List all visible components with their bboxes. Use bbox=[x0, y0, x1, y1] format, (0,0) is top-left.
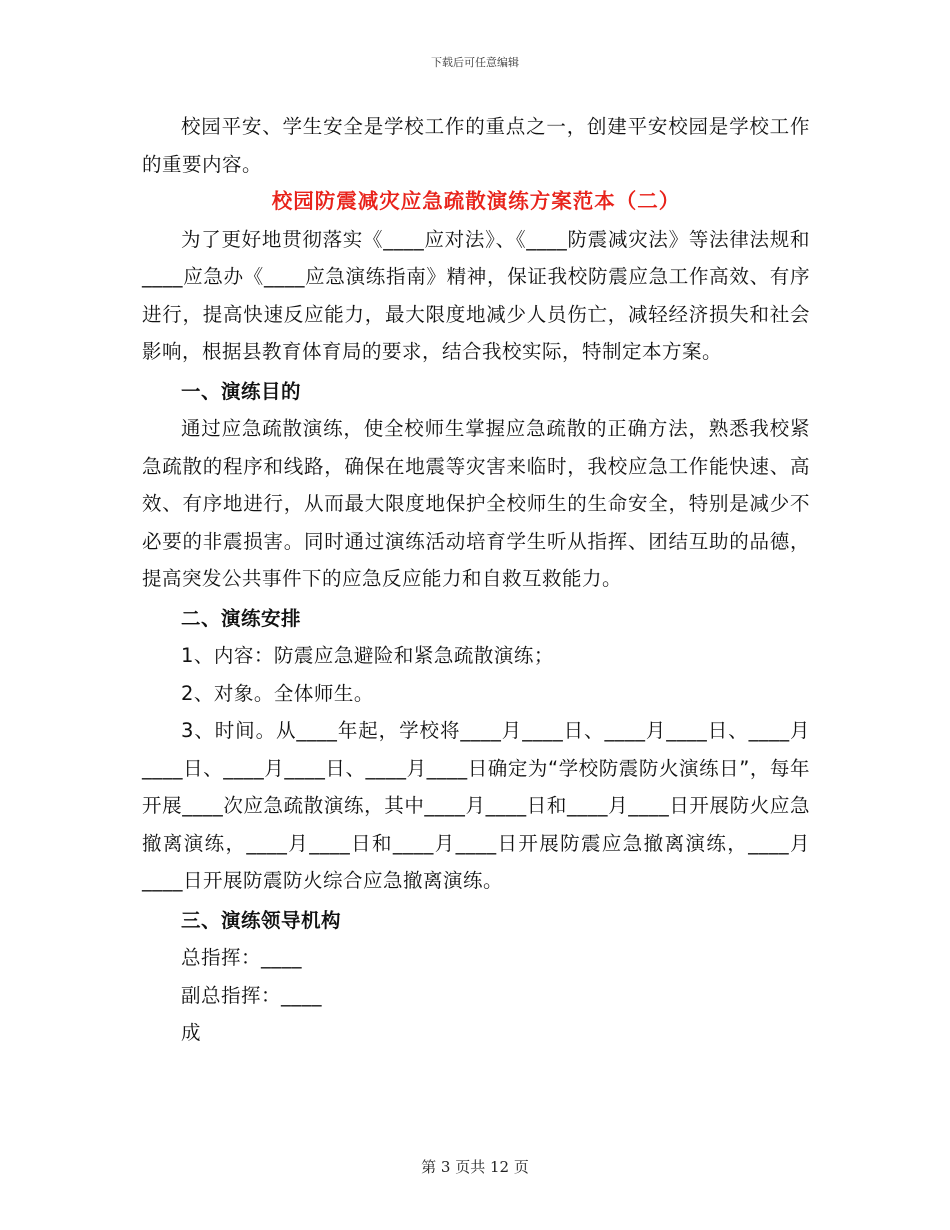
page-footer: 第 3 页共 12 页 bbox=[421, 1158, 529, 1176]
item-participants: 2、对象。全体师生。 bbox=[181, 681, 374, 705]
heading-drill-arrangement: 二、演练安排 bbox=[181, 606, 302, 630]
item-schedule: 3、时间。从____年起，学校将____月____日、____月____日、____月____日、____月____日、____月____日确定为“学校防震防火演练日”，每年开展____次应急疏散演练，其中____月____日和____月____日开展防火应急撤离演练，____月____日和____月____日开展防震应急撤离演练，____月____日开展防震防火综合应急撤离演练。 bbox=[142, 719, 810, 892]
line-members: 成 bbox=[181, 1021, 202, 1044]
line-deputy-commander: 副总指挥：____ bbox=[181, 983, 323, 1007]
item-content: 1、内容：防震应急避险和紧急疏散演练； bbox=[181, 644, 554, 667]
heading-drill-purpose: 一、演练目的 bbox=[181, 379, 302, 403]
heading-leadership: 三、演练领导机构 bbox=[181, 908, 342, 932]
paragraph-drill-purpose: 通过应急疏散演练，使全校师生掌握应急疏散的正确方法，熟悉我校紧急疏散的程序和线路，确保在地震等灾害来临时，我校应急工作能快速、高效、有序地进行，从而最大限度地保护全校师生的生命安全，特别是减少不必要的非震损害。同时通过演练活动培育学生听从指挥、团结互助的品德，提高突发公共事件下的应急反应能力和自救互救能力。 bbox=[142, 417, 810, 590]
section-title: 校园防震减灾应急疏散演练方案范本（二） bbox=[271, 189, 681, 213]
intro-paragraph: 校园平安、学生安全是学校工作的重点之一，创建平安校园是学校工作的重要内容。 bbox=[142, 115, 810, 176]
document-body bbox=[142, 108, 810, 1052]
line-commander: 总指挥：____ bbox=[181, 946, 303, 969]
page-header: 下载后可任意编辑 bbox=[431, 56, 519, 69]
paragraph-purpose-intro: 为了更好地贯彻落实《____应对法》、《____防震减灾法》等法律法规和____应急办《____应急演练指南》精神，保证我校防震应急工作高效、有序进行，提高快速反应能力，最大限度地减少人员伤亡，减轻经济损失和社会影响，根据县教育体育局的要求，结合我校实际，特制定本方案。 bbox=[142, 227, 810, 363]
